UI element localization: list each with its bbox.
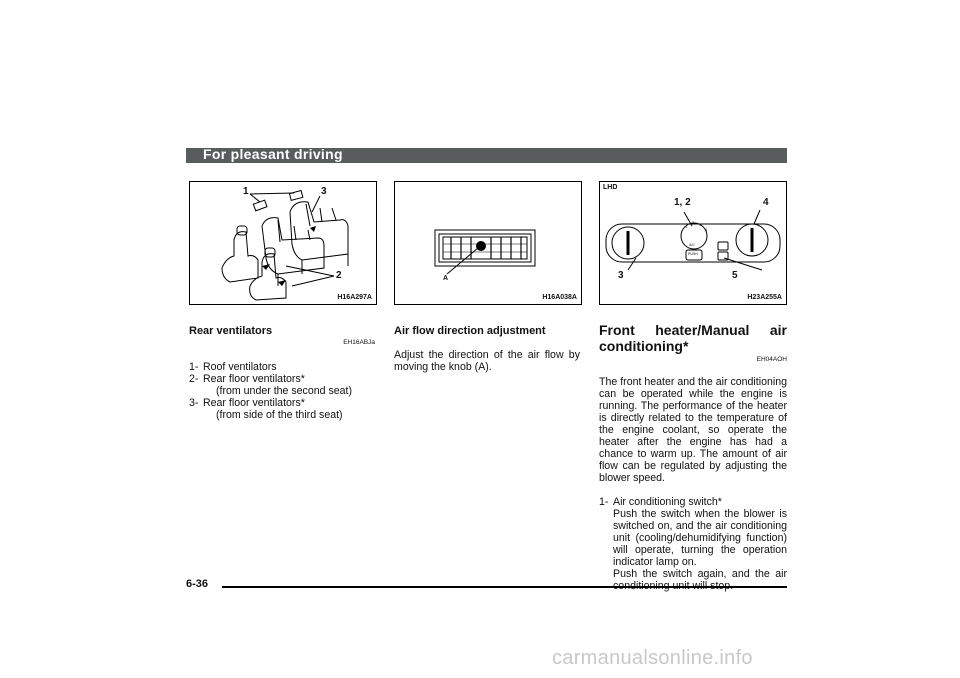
section-title: Rear ventilators xyxy=(189,325,273,337)
figure-callout-a: A xyxy=(443,275,449,282)
figure-code: H23A255A xyxy=(747,294,782,301)
knob-mark-3: 3 xyxy=(699,222,702,227)
section-code: EH16ABJa xyxy=(343,339,375,346)
list-item xyxy=(189,373,375,385)
figure-callout-4: 4 xyxy=(763,197,769,208)
lhd-label: LHD xyxy=(603,184,618,191)
figure-callout-1: 1 xyxy=(243,186,249,197)
list-subtext: (from under the second seat) xyxy=(216,385,353,397)
list-number: 2- xyxy=(189,373,199,385)
list-item xyxy=(189,361,375,373)
knob-mark-2: 2 xyxy=(692,220,695,225)
figure-air-vent xyxy=(394,181,582,305)
column-air-flow xyxy=(394,322,580,373)
section-code: EH04AOH xyxy=(756,356,787,363)
section-title: Air flow direction adjustment xyxy=(394,325,546,337)
figure-callout-3: 3 xyxy=(321,186,327,197)
list-paragraph: Push the switch again, and the air xyxy=(613,568,787,580)
section-header-title: For pleasant driving xyxy=(203,146,343,162)
list-text: Air conditioning switch* xyxy=(613,496,722,508)
section-body: The front heater and the air conditioning can be operated while the engine is running. The performance of the heater is directly related to the temperature of the engine coolant, so operate the heater after the engine has had a chance to warm up. The amount of air flow can be regulated by adjusting the blower speed. xyxy=(599,376,787,484)
figure-callout-5: 5 xyxy=(732,270,738,281)
list-item xyxy=(189,397,375,409)
figure-callout-2: 2 xyxy=(336,270,342,281)
list-text: Rear floor ventilators* xyxy=(203,373,305,385)
figure-callout-3: 3 xyxy=(618,270,624,281)
footer-divider xyxy=(222,586,787,588)
list-subtext: (from side of the third seat) xyxy=(216,409,343,421)
list-paragraph: Push the switch when the blower is switched on, and the air conditioning unit (cooling/dehumidifying function) will operate, turning the operation indicator lamp on. xyxy=(613,508,787,568)
knob-mark-1: 1 xyxy=(685,224,688,229)
page-number: 6-36 xyxy=(186,578,209,590)
list-text: Rear floor ventilators* xyxy=(203,397,305,409)
list-number: 1- xyxy=(599,496,609,508)
figure-callout-1-2: 1, 2 xyxy=(674,197,691,208)
push-text: PUSH xyxy=(688,252,698,256)
figure-rear-ventilators xyxy=(189,181,377,305)
watermark-logo: carmanualsonline.info xyxy=(552,647,753,669)
air-vent-illustration xyxy=(395,182,581,304)
ac-button-text: A/C xyxy=(689,243,695,247)
figure-heater-controls xyxy=(599,181,787,305)
section-body: Adjust the direction of the air flow by moving the knob (A). xyxy=(394,349,580,373)
figure-code: H16A297A xyxy=(337,294,372,301)
column-rear-ventilators xyxy=(189,322,375,421)
list-number: 1- xyxy=(189,361,199,373)
list-text: Roof ventilators xyxy=(203,361,277,373)
list-number: 3- xyxy=(189,397,199,409)
seats-illustration xyxy=(190,182,376,304)
section-title: Front heater/Manual air conditioning* xyxy=(599,322,787,354)
column-front-heater xyxy=(599,322,787,592)
figure-code: H16A038A xyxy=(542,294,577,301)
list-item xyxy=(599,496,787,508)
knob-mark-4: 4 xyxy=(705,227,708,232)
